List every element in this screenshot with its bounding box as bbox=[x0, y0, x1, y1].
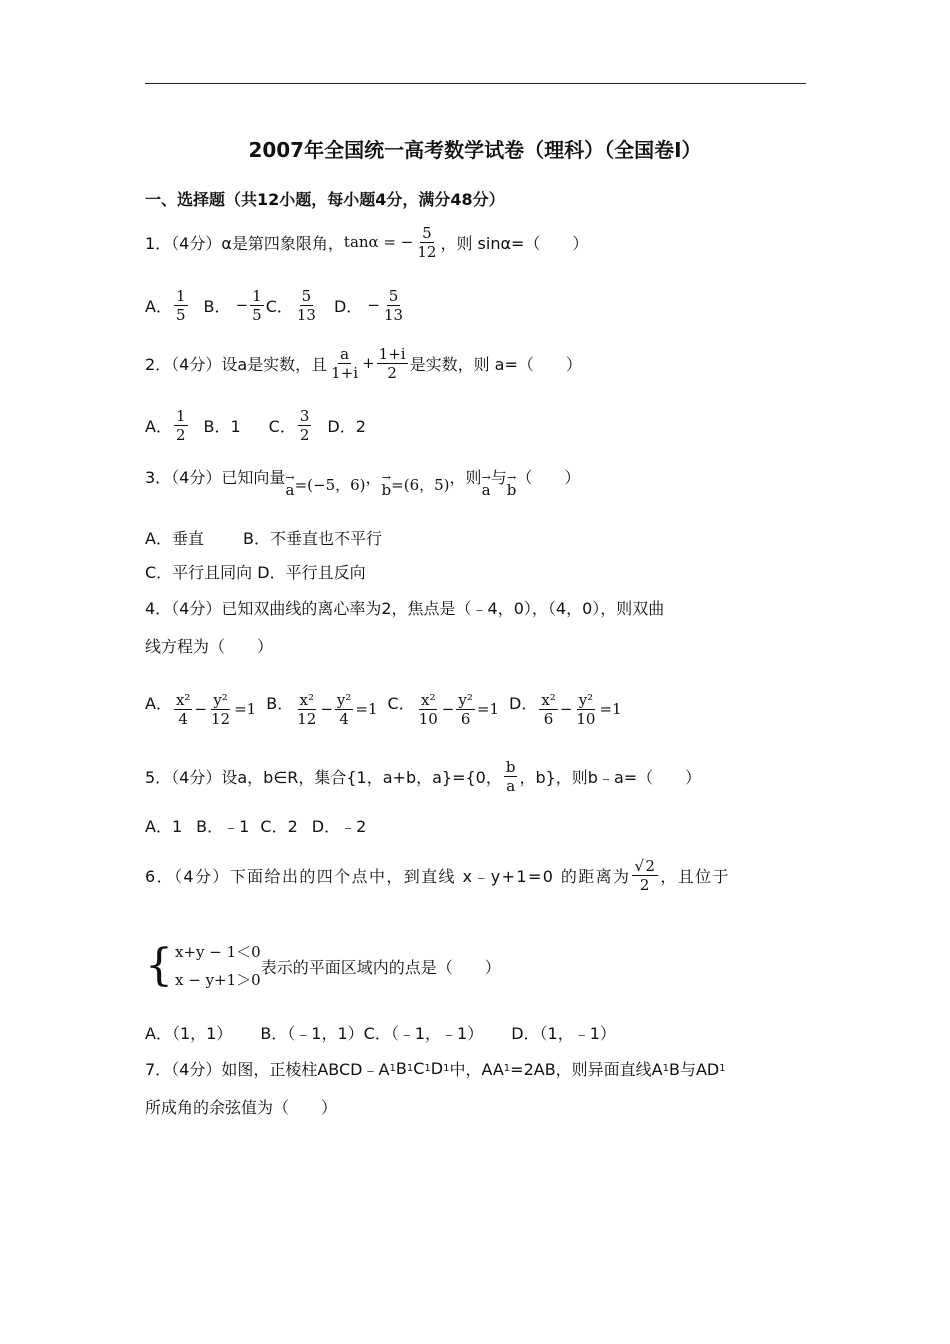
q5-options bbox=[145, 803, 366, 847]
fraction bbox=[574, 691, 597, 728]
minus-sign: − bbox=[441, 700, 455, 718]
denominator: 2 bbox=[175, 425, 186, 444]
numerator: x² bbox=[299, 690, 314, 709]
vector-a bbox=[285, 471, 295, 499]
numerator: y² bbox=[458, 690, 473, 709]
question-4: 4．（4分）已知双曲线的离心率为2，焦点是（﹣4，0），（4，0），则双曲 bbox=[145, 598, 665, 618]
denominator: 2 bbox=[299, 425, 310, 444]
subscript: 1 bbox=[503, 1062, 511, 1074]
q5-suffix: ，b}，则b﹣a=（ ） bbox=[519, 767, 702, 787]
subscript: 1 bbox=[406, 1062, 414, 1074]
numerator: x² bbox=[541, 690, 556, 709]
subscript: 1 bbox=[424, 1062, 431, 1074]
q7-text: B与AD bbox=[669, 1059, 720, 1079]
question-4-cont: 线方程为（ ） bbox=[145, 636, 274, 656]
option-d: D．平行且反向 bbox=[257, 562, 366, 582]
option-c: C．（﹣1，﹣1） bbox=[363, 1023, 484, 1043]
denominator: 10 bbox=[576, 709, 596, 728]
option-b: B．﹣1 bbox=[196, 816, 250, 836]
minus-sign: − bbox=[194, 700, 208, 718]
denominator: 13 bbox=[383, 305, 404, 324]
fraction bbox=[539, 691, 557, 728]
option-d: D．（1，﹣1） bbox=[511, 1023, 616, 1043]
vector-label: a bbox=[481, 481, 491, 499]
q7-text: =2AB，则异面直线A bbox=[510, 1059, 663, 1079]
q1-text: 1．（4分）α是第四象限角， bbox=[145, 233, 344, 253]
fraction bbox=[295, 691, 318, 728]
question-3 bbox=[145, 454, 580, 498]
vector-a bbox=[481, 471, 491, 499]
q2-fraction-1 bbox=[329, 345, 360, 382]
option-label: B． bbox=[266, 693, 294, 713]
header-rule bbox=[145, 83, 806, 84]
numerator: 1 bbox=[175, 406, 186, 425]
numerator: 5 bbox=[301, 286, 312, 305]
vector-label: b bbox=[381, 481, 392, 499]
brace-icon: { bbox=[145, 940, 173, 991]
vector-b bbox=[506, 471, 517, 499]
option-d: D．﹣2 bbox=[311, 816, 367, 836]
q7-text: C bbox=[413, 1058, 425, 1078]
inequality-1: x+y − 1＜0 bbox=[175, 943, 261, 961]
denominator: 13 bbox=[296, 305, 316, 324]
option-d-label: D． bbox=[333, 296, 363, 316]
vector-b-value: =(6，5) bbox=[391, 475, 450, 494]
denominator: 4 bbox=[339, 709, 349, 728]
option-a-fraction bbox=[174, 407, 188, 444]
q1-math: tanα = − bbox=[343, 233, 414, 251]
q2-suffix: 是实数，则 a=（ ） bbox=[409, 354, 582, 374]
subscript: 1 bbox=[443, 1062, 450, 1074]
vector-a-value: =(−5，6) bbox=[294, 475, 366, 494]
separator: ， bbox=[365, 467, 382, 487]
q6-text: 6．（4分）下面给出的四个点中，到直线 x﹣y+1=0 的距离为 bbox=[145, 866, 631, 886]
option-b-fraction bbox=[250, 287, 264, 324]
denominator: 1+i bbox=[331, 363, 359, 382]
q2-options bbox=[145, 403, 366, 447]
minus-sign: − bbox=[559, 700, 573, 718]
option-a: A．（1，1） bbox=[145, 1023, 233, 1043]
inequality-system bbox=[145, 938, 261, 994]
option-b: B．（﹣1，1） bbox=[260, 1023, 364, 1043]
option-a-label: A． bbox=[145, 296, 172, 316]
option-label: C． bbox=[387, 693, 415, 713]
q4-option-c bbox=[388, 691, 499, 728]
q5-text: 5．（4分）设a，b∈R，集合{1，a+b，a}={0， bbox=[145, 767, 502, 787]
denominator: 12 bbox=[417, 242, 437, 261]
option-c-fraction bbox=[295, 287, 318, 324]
numerator: 1 bbox=[175, 286, 186, 305]
question-2 bbox=[145, 341, 582, 385]
numerator: y² bbox=[578, 690, 594, 709]
numerator: 1 bbox=[252, 286, 262, 305]
equals-one: =1 bbox=[599, 700, 622, 718]
vector-label: a bbox=[285, 481, 295, 499]
q3-mid: ，则 bbox=[449, 467, 482, 487]
option-a: A．1 bbox=[145, 816, 183, 836]
q3-text: 3．（4分）已知向量 bbox=[145, 467, 286, 487]
denominator: 2 bbox=[387, 363, 397, 382]
q1-suffix: ，则 sinα=（ ） bbox=[440, 233, 589, 253]
denominator: a bbox=[506, 776, 516, 795]
question-7-cont: 所成角的余弦值为（ ） bbox=[145, 1097, 338, 1117]
fraction bbox=[417, 691, 440, 728]
denominator: 12 bbox=[211, 709, 231, 728]
vector-label: b bbox=[506, 481, 517, 499]
option-d-fraction bbox=[382, 287, 405, 324]
numerator: b bbox=[505, 757, 516, 776]
q6-line2: 表示的平面区域内的点是（ ） bbox=[260, 957, 501, 977]
numerator: y² bbox=[336, 690, 352, 709]
section-heading: 一、选择题（共12小题，每小题4分，满分48分） bbox=[145, 189, 505, 209]
inequality-2: x − y+1＞0 bbox=[175, 971, 261, 989]
option-a-label: A． bbox=[145, 416, 172, 436]
denominator: 12 bbox=[297, 709, 317, 728]
denominator: 6 bbox=[543, 709, 554, 728]
equals-one: =1 bbox=[234, 700, 257, 718]
denominator: 5 bbox=[252, 305, 262, 324]
numerator: y² bbox=[213, 690, 228, 709]
option-a: A．垂直 bbox=[145, 528, 204, 548]
q6-fraction bbox=[632, 857, 658, 894]
option-b: B．1 bbox=[203, 416, 241, 436]
vector-b bbox=[381, 471, 392, 499]
fraction bbox=[456, 691, 475, 728]
question-5 bbox=[145, 751, 701, 801]
option-c: C．平行且同向 bbox=[145, 562, 253, 582]
q3-suffix: （ ） bbox=[516, 467, 581, 487]
option-label: D． bbox=[509, 693, 538, 713]
question-1 bbox=[145, 220, 588, 264]
minus-sign: − bbox=[235, 296, 249, 314]
numerator: x² bbox=[421, 690, 436, 709]
numerator: a bbox=[340, 344, 350, 363]
subscript: 1 bbox=[662, 1062, 669, 1074]
equals-one: =1 bbox=[355, 700, 378, 718]
q7-text: 7．（4分）如图，正棱柱ABCD﹣A bbox=[145, 1059, 390, 1079]
numerator: 5 bbox=[422, 223, 432, 242]
denominator: 2 bbox=[639, 875, 651, 894]
question-6 bbox=[145, 850, 730, 900]
numerator: 1+i bbox=[378, 344, 406, 363]
option-c-label: C． bbox=[265, 296, 293, 316]
q4-option-a bbox=[145, 691, 256, 728]
arrow-icon: → bbox=[506, 471, 517, 484]
option-b-label: B． bbox=[203, 296, 231, 316]
q4-options bbox=[145, 684, 632, 734]
q1-fraction bbox=[415, 224, 438, 261]
q2-text: 2．（4分）设a是实数，且 bbox=[145, 354, 328, 374]
option-a-fraction bbox=[174, 287, 188, 324]
denominator: 10 bbox=[418, 709, 438, 728]
option-b: B．不垂直也不平行 bbox=[243, 528, 382, 548]
fraction bbox=[209, 691, 232, 728]
q7-text: D bbox=[430, 1058, 444, 1078]
subscript: 1 bbox=[719, 1062, 726, 1074]
numerator: √2 bbox=[634, 856, 657, 875]
q3-with: 与 bbox=[490, 467, 507, 487]
minus-sign: − bbox=[320, 700, 333, 718]
option-c-fraction bbox=[298, 407, 312, 444]
q2-fraction-2 bbox=[377, 345, 408, 382]
q7-text: 中，AA bbox=[449, 1059, 504, 1079]
subscript: 1 bbox=[389, 1062, 396, 1074]
equals-one: =1 bbox=[476, 700, 499, 718]
numerator: 3 bbox=[299, 406, 310, 425]
q5-fraction bbox=[504, 758, 518, 795]
option-label: A． bbox=[145, 693, 172, 713]
arrow-icon: → bbox=[285, 471, 295, 484]
numerator: x² bbox=[175, 690, 191, 709]
numerator: 5 bbox=[388, 286, 399, 305]
fraction bbox=[174, 691, 192, 728]
option-c: C．2 bbox=[260, 816, 298, 836]
option-d: D．2 bbox=[327, 416, 366, 436]
q6-suffix: ，且位于 bbox=[660, 866, 730, 886]
denominator: 5 bbox=[175, 305, 186, 324]
question-6-cont bbox=[145, 938, 501, 994]
page-title: 2007年全国统一高考数学试卷（理科）（全国卷Ⅰ） bbox=[248, 138, 702, 162]
plus-sign: + bbox=[362, 354, 375, 372]
denominator: 6 bbox=[460, 709, 471, 728]
fraction bbox=[335, 691, 354, 728]
option-c-label: C． bbox=[268, 416, 296, 436]
arrow-icon: → bbox=[381, 471, 391, 484]
q4-option-d bbox=[509, 691, 622, 728]
denominator: 4 bbox=[178, 709, 188, 728]
minus-sign: − bbox=[367, 296, 380, 314]
q1-options bbox=[145, 283, 407, 327]
q7-text: B bbox=[395, 1058, 407, 1078]
q4-option-b bbox=[266, 691, 377, 728]
arrow-icon: → bbox=[481, 471, 491, 484]
